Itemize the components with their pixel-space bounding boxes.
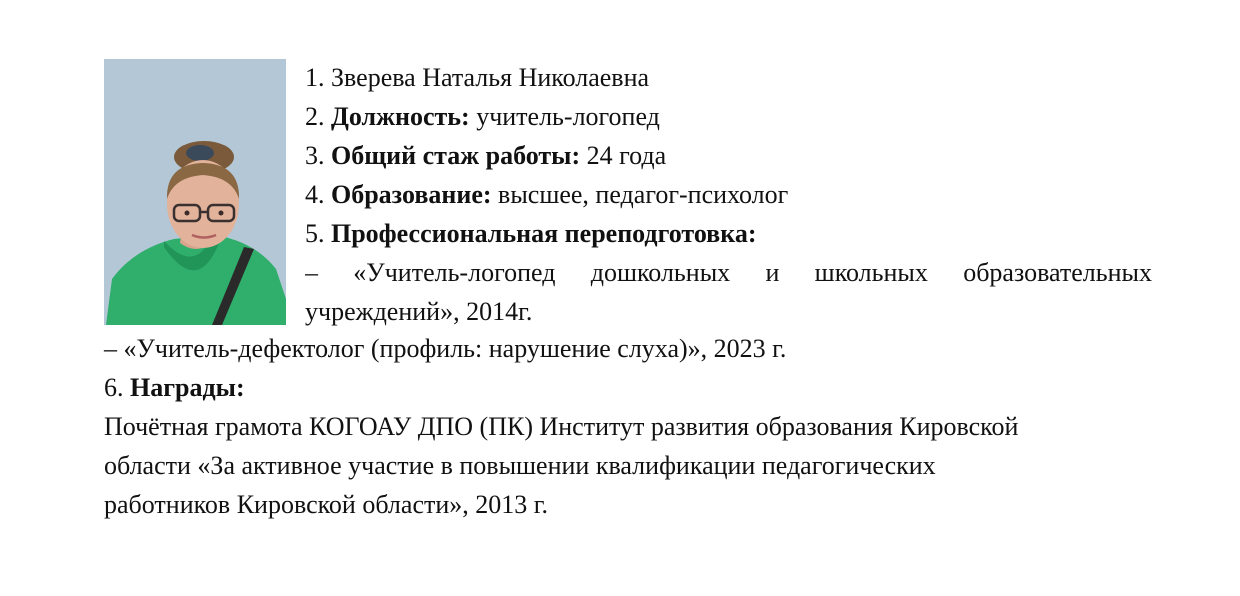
education-label: Образование:	[331, 180, 492, 209]
awards-label: Награды:	[130, 373, 245, 402]
award-text-line-3: работников Кировской области», 2013 г.	[104, 490, 548, 519]
portrait-illustration	[104, 59, 286, 325]
retraining-item-1-line-2: учреждений», 2014г.	[305, 297, 533, 326]
experience-line	[305, 136, 1152, 175]
education-value: высшее, педагог-психолог	[498, 180, 789, 209]
experience-value: 24 года	[586, 141, 667, 170]
retraining-item-1-line-1: – «Учитель-логопед дошкольных и школьных образовательных	[305, 258, 1152, 287]
award-text-line-2: области «За активное участие в повышении квалификации педагогических	[104, 451, 936, 480]
award-text-line-1: Почётная грамота КОГОАУ ДПО (ПК) Институт развития образования Кировской	[104, 412, 1019, 441]
profile-details-continued	[104, 329, 1152, 524]
retraining-label: Профессиональная переподготовка:	[331, 219, 757, 248]
item-number: 6.	[104, 373, 124, 402]
profile-name-line	[305, 58, 1152, 97]
position-line	[305, 97, 1152, 136]
portrait-photo	[104, 59, 286, 325]
experience-label: Общий стаж работы:	[331, 141, 581, 170]
retraining-item-2: – «Учитель-дефектолог (профиль: нарушение слуха)», 2023 г.	[104, 334, 787, 363]
retraining-heading-line	[305, 214, 1152, 253]
item-number: 3.	[305, 141, 325, 170]
awards-heading-line	[104, 368, 1152, 407]
position-label: Должность:	[331, 102, 470, 131]
position-value: учитель-логопед	[476, 102, 660, 131]
full-name: Зверева Наталья Николаевна	[331, 63, 650, 92]
item-number: 4.	[305, 180, 325, 209]
item-number: 1.	[305, 63, 325, 92]
profile-details	[305, 58, 1152, 331]
education-line	[305, 175, 1152, 214]
item-number: 5.	[305, 219, 325, 248]
item-number: 2.	[305, 102, 325, 131]
